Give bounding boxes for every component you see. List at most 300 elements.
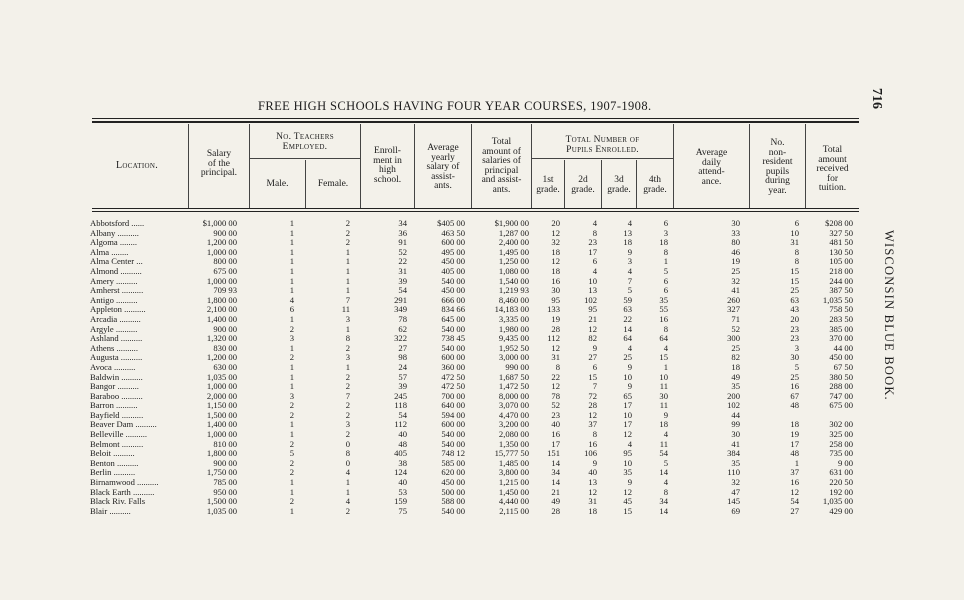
grade3-cell: 4 xyxy=(627,265,632,276)
avg-salary-cell: 360 00 xyxy=(441,361,465,372)
enrollment-cell: 39 xyxy=(398,381,407,392)
attendance-cell: 260 xyxy=(727,294,740,305)
total-salaries-cell: 9,435 00 xyxy=(498,333,529,344)
enrollment-cell: 52 xyxy=(398,246,407,257)
enrollment-cell: 75 xyxy=(398,505,407,516)
female-teachers-cell: 2 xyxy=(345,237,350,248)
attendance-cell: 327 xyxy=(727,304,740,315)
avg-salary-cell: 450 00 xyxy=(441,285,465,296)
avg-salary-cell: 600 00 xyxy=(441,419,465,430)
grade2-cell: 8 xyxy=(592,227,597,238)
nonresident-cell: 27 xyxy=(790,505,799,516)
attendance-cell: 82 xyxy=(731,352,740,363)
avg-salary-cell: 540 00 xyxy=(441,323,465,334)
tuition-cell: 105 00 xyxy=(829,256,853,267)
female-teachers-cell: 2 xyxy=(345,429,350,440)
grade3-cell: 5 xyxy=(627,285,632,296)
grade1-cell: 22 xyxy=(551,371,560,382)
grade2-cell: 23 xyxy=(588,237,597,248)
total-salaries-cell: 1,952 50 xyxy=(498,342,529,353)
total-salaries-cell: 4,440 00 xyxy=(498,496,529,507)
attendance-cell: 41 xyxy=(731,438,740,449)
male-teachers-cell: 6 xyxy=(289,304,294,315)
avg-salary-cell: 588 00 xyxy=(441,496,465,507)
nonresident-cell: 43 xyxy=(790,304,799,315)
total-salaries-cell: 3,070 00 xyxy=(498,400,529,411)
total-salaries-cell: $1,900 00 xyxy=(494,218,529,228)
total-salaries-cell: 1,215 00 xyxy=(498,477,529,488)
grade3-cell: 4 xyxy=(627,218,632,228)
avg-salary-cell: 405 00 xyxy=(441,265,465,276)
grade2-cell: 95 xyxy=(588,304,597,315)
male-teachers-cell: 2 xyxy=(289,323,294,334)
grade3-cell: 13 xyxy=(623,227,632,238)
attendance-cell: 35 xyxy=(731,457,740,468)
salary-cell: 2,000 00 xyxy=(206,390,237,401)
attendance-cell: 35 xyxy=(731,381,740,392)
tuition-cell: $208 00 xyxy=(825,218,853,228)
male-teachers-cell: 1 xyxy=(289,265,294,276)
avg-salary-cell: 540 00 xyxy=(441,505,465,516)
table-row xyxy=(0,420,964,430)
total-salaries-cell: 1,540 00 xyxy=(498,275,529,286)
attendance-cell: 49 xyxy=(731,371,740,382)
header-grade4: 4th grade. xyxy=(643,175,667,195)
nonresident-cell: 25 xyxy=(790,371,799,382)
male-teachers-cell: 3 xyxy=(289,390,294,401)
header-male: Male. xyxy=(266,179,289,189)
male-teachers-cell: 1 xyxy=(289,371,294,382)
table-row xyxy=(0,401,964,411)
salary-cell: 1,035 00 xyxy=(206,505,237,516)
salary-cell: 1,800 00 xyxy=(206,294,237,305)
total-salaries-cell: 3,000 00 xyxy=(498,352,529,363)
female-teachers-cell: 0 xyxy=(345,438,350,449)
grade3-cell: 59 xyxy=(623,294,632,305)
avg-salary-cell: 472 50 xyxy=(441,371,465,382)
male-teachers-cell: 1 xyxy=(289,419,294,430)
grade1-cell: 12 xyxy=(551,381,560,392)
grade1-cell: 16 xyxy=(551,429,560,440)
table-row xyxy=(0,219,964,229)
nonresident-cell: 18 xyxy=(790,419,799,430)
attendance-cell: 33 xyxy=(731,227,740,238)
header-salary: Salary of the principal. xyxy=(200,149,238,178)
table-row xyxy=(0,353,964,363)
enrollment-cell: 53 xyxy=(398,486,407,497)
enrollment-cell: 124 xyxy=(394,467,407,478)
grade1-cell: 12 xyxy=(551,342,560,353)
grade3-cell: 18 xyxy=(623,237,632,248)
avg-salary-cell: 500 00 xyxy=(441,486,465,497)
female-teachers-cell: 7 xyxy=(345,294,350,305)
grade4-cell: 30 xyxy=(659,390,668,401)
male-teachers-cell: 1 xyxy=(289,313,294,324)
location-cell: Bayfield .......... xyxy=(90,410,144,420)
location-cell: Algoma ........ xyxy=(90,238,138,248)
grade4-cell: 54 xyxy=(659,448,668,459)
grade1-cell: 28 xyxy=(551,323,560,334)
grade3-cell: 63 xyxy=(623,304,632,315)
nonresident-cell: 48 xyxy=(790,448,799,459)
location-cell: Beloit .......... xyxy=(90,449,135,459)
avg-salary-cell: 620 00 xyxy=(441,467,465,478)
female-teachers-cell: 11 xyxy=(341,304,350,315)
table-row xyxy=(0,229,964,239)
enrollment-cell: 40 xyxy=(398,477,407,488)
avg-salary-cell: 450 00 xyxy=(441,477,465,488)
enrollment-cell: 98 xyxy=(398,352,407,363)
location-cell: Amery .......... xyxy=(90,276,138,286)
male-teachers-cell: 1 xyxy=(289,505,294,516)
grade3-cell: 10 xyxy=(623,457,632,468)
header-location: Location. xyxy=(115,160,159,171)
salary-cell: 1,500 00 xyxy=(206,496,237,507)
grade4-cell: 34 xyxy=(659,496,668,507)
female-teachers-cell: 2 xyxy=(345,381,350,392)
grade3-cell: 17 xyxy=(623,400,632,411)
grade2-cell: 15 xyxy=(588,371,597,382)
attendance-cell: 99 xyxy=(731,419,740,430)
total-salaries-cell: 1,687 50 xyxy=(498,371,529,382)
grade4-cell: 4 xyxy=(663,477,668,488)
grade1-cell: 17 xyxy=(551,438,560,449)
male-teachers-cell: 2 xyxy=(289,352,294,363)
header-rule-thin xyxy=(92,211,859,212)
grade2-cell: 12 xyxy=(588,323,597,334)
grade2-cell: 6 xyxy=(592,256,597,267)
tuition-cell: 370 00 xyxy=(829,333,853,344)
header-attendance: Average daily attend- ance. xyxy=(695,148,728,187)
total-salaries-cell: 1,219 93 xyxy=(498,285,529,296)
location-cell: Argyle .......... xyxy=(90,324,138,334)
table-row xyxy=(0,248,964,258)
female-teachers-cell: 0 xyxy=(345,457,350,468)
female-teachers-cell: 2 xyxy=(345,371,350,382)
grade3-cell: 12 xyxy=(623,429,632,440)
location-cell: Blair .......... xyxy=(90,506,131,516)
attendance-cell: 25 xyxy=(731,265,740,276)
location-cell: Abbotsford ...... xyxy=(90,219,145,228)
salary-cell: $1,000 00 xyxy=(202,218,237,228)
grade4-cell: 4 xyxy=(663,342,668,353)
tuition-cell: 9 00 xyxy=(837,457,853,468)
grade3-cell: 10 xyxy=(623,409,632,420)
female-teachers-cell: 2 xyxy=(345,400,350,411)
table-row xyxy=(0,440,964,450)
grade1-cell: 151 xyxy=(547,448,560,459)
tuition-cell: 1,035 00 xyxy=(822,496,853,507)
salary-cell: 800 00 xyxy=(213,256,237,267)
avg-salary-cell: 748 12 xyxy=(441,448,465,459)
enrollment-cell: 349 xyxy=(394,304,407,315)
avg-salary-cell: 834 66 xyxy=(441,304,465,315)
grade4-cell: 8 xyxy=(663,246,668,257)
attendance-cell: 30 xyxy=(731,218,740,228)
male-teachers-cell: 1 xyxy=(289,237,294,248)
grade4-cell: 6 xyxy=(663,275,668,286)
female-teachers-cell: 2 xyxy=(345,505,350,516)
nonresident-cell: 37 xyxy=(790,467,799,478)
attendance-cell: 300 xyxy=(727,333,740,344)
grade2-cell: 106 xyxy=(584,448,597,459)
header-female: Female. xyxy=(317,179,349,189)
salary-cell: 1,800 00 xyxy=(206,448,237,459)
location-cell: Arcadia .......... xyxy=(90,314,141,324)
location-cell: Black Earth .......... xyxy=(90,487,155,497)
enrollment-cell: 291 xyxy=(394,294,407,305)
avg-salary-cell: 540 00 xyxy=(441,438,465,449)
avg-salary-cell: 540 00 xyxy=(441,342,465,353)
male-teachers-cell: 3 xyxy=(289,333,294,344)
grade3-cell: 14 xyxy=(623,323,632,334)
location-cell: Alma Center ... xyxy=(90,257,143,267)
total-salaries-cell: 3,800 00 xyxy=(498,467,529,478)
total-salaries-cell: 3,335 00 xyxy=(498,313,529,324)
total-salaries-cell: 8,000 00 xyxy=(498,390,529,401)
table-row xyxy=(0,459,964,469)
table-row xyxy=(0,277,964,287)
grade2-cell: 72 xyxy=(588,390,597,401)
grade4-cell: 55 xyxy=(659,304,668,315)
table-row xyxy=(0,238,964,248)
attendance-cell: 384 xyxy=(727,448,740,459)
grade1-cell: 8 xyxy=(555,361,560,372)
location-cell: Appleton .......... xyxy=(90,305,146,315)
tuition-cell: 387 50 xyxy=(829,285,853,296)
avg-salary-cell: 540 00 xyxy=(441,429,465,440)
grade1-cell: 14 xyxy=(551,457,560,468)
grade3-cell: 22 xyxy=(623,313,632,324)
grade4-cell: 3 xyxy=(663,227,668,238)
salary-cell: 2,100 00 xyxy=(206,304,237,315)
grade1-cell: 21 xyxy=(551,486,560,497)
location-cell: Almond .......... xyxy=(90,266,142,276)
nonresident-cell: 63 xyxy=(790,294,799,305)
salary-cell: 1,000 00 xyxy=(206,246,237,257)
enrollment-cell: 31 xyxy=(398,265,407,276)
location-cell: Augusta .......... xyxy=(90,353,143,363)
grade3-cell: 9 xyxy=(627,381,632,392)
enrollment-cell: 39 xyxy=(398,275,407,286)
female-teachers-cell: 7 xyxy=(345,390,350,401)
grade3-cell: 9 xyxy=(627,246,632,257)
grade4-cell: 5 xyxy=(663,265,668,276)
attendance-cell: 52 xyxy=(731,323,740,334)
grade1-cell: 95 xyxy=(551,294,560,305)
attendance-cell: 69 xyxy=(731,505,740,516)
nonresident-cell: 5 xyxy=(794,361,799,372)
grade2-cell: 16 xyxy=(588,438,597,449)
total-salaries-cell: 14,183 00 xyxy=(494,304,529,315)
female-teachers-cell: 4 xyxy=(345,467,350,478)
male-teachers-cell: 1 xyxy=(289,486,294,497)
male-teachers-cell: 2 xyxy=(289,496,294,507)
enrollment-cell: 38 xyxy=(398,457,407,468)
tuition-cell: 258 00 xyxy=(829,438,853,449)
grade1-cell: 32 xyxy=(551,237,560,248)
location-cell: Amherst .......... xyxy=(90,286,144,296)
header-grade1: 1st grade. xyxy=(536,175,560,195)
nonresident-cell: 10 xyxy=(790,227,799,238)
tuition-cell: 747 00 xyxy=(829,390,853,401)
grade3-cell: 95 xyxy=(623,448,632,459)
avg-salary-cell: 640 00 xyxy=(441,400,465,411)
grade1-cell: 34 xyxy=(551,467,560,478)
tuition-cell: 130 50 xyxy=(829,246,853,257)
nonresident-cell: 15 xyxy=(790,275,799,286)
enrollment-cell: 24 xyxy=(398,361,407,372)
grade3-cell: 7 xyxy=(627,275,632,286)
table-row xyxy=(0,344,964,354)
top-rule xyxy=(92,118,859,119)
tuition-cell: 380 50 xyxy=(829,371,853,382)
female-teachers-cell: 1 xyxy=(345,285,350,296)
salary-cell: 1,150 00 xyxy=(206,400,237,411)
grade4-cell: 16 xyxy=(659,313,668,324)
attendance-cell: 32 xyxy=(731,275,740,286)
grade1-cell: 40 xyxy=(551,419,560,430)
grade4-cell: 15 xyxy=(659,352,668,363)
total-salaries-cell: 3,200 00 xyxy=(498,419,529,430)
grade2-cell: 10 xyxy=(588,275,597,286)
nonresident-cell: 3 xyxy=(794,342,799,353)
table-row xyxy=(0,315,964,325)
attendance-cell: 44 xyxy=(731,409,740,420)
avg-salary-cell: 738 45 xyxy=(441,333,465,344)
avg-salary-cell: 540 00 xyxy=(441,275,465,286)
grade4-cell: 64 xyxy=(659,333,668,344)
grade4-cell: 18 xyxy=(659,237,668,248)
grade4-cell: 11 xyxy=(659,400,668,411)
nonresident-cell: 20 xyxy=(790,313,799,324)
grade2-cell: 82 xyxy=(588,333,597,344)
nonresident-cell: 16 xyxy=(790,381,799,392)
grade4-cell: 35 xyxy=(659,294,668,305)
grade2-cell: 8 xyxy=(592,429,597,440)
female-teachers-cell: 1 xyxy=(345,486,350,497)
female-teachers-cell: 1 xyxy=(345,275,350,286)
grade2-cell: 9 xyxy=(592,342,597,353)
avg-salary-cell: 585 00 xyxy=(441,457,465,468)
tuition-cell: 288 00 xyxy=(829,381,853,392)
nonresident-cell: 67 xyxy=(790,390,799,401)
grade2-cell: 37 xyxy=(588,419,597,430)
salary-cell: 1,200 00 xyxy=(206,352,237,363)
table-row xyxy=(0,507,964,517)
attendance-cell: 80 xyxy=(731,237,740,248)
tuition-cell: 481 50 xyxy=(829,237,853,248)
enrollment-cell: 22 xyxy=(398,256,407,267)
attendance-cell: 110 xyxy=(727,467,740,478)
total-salaries-cell: 1,485 00 xyxy=(498,457,529,468)
enrollment-cell: 118 xyxy=(394,400,407,411)
total-salaries-cell: 2,400 00 xyxy=(498,237,529,248)
grade1-cell: 12 xyxy=(551,227,560,238)
grade3-cell: 17 xyxy=(623,419,632,430)
table-row xyxy=(0,257,964,267)
female-teachers-cell: 8 xyxy=(345,448,350,459)
female-teachers-cell: 1 xyxy=(345,361,350,372)
grade1-cell: 12 xyxy=(551,256,560,267)
grade4-cell: 1 xyxy=(663,361,668,372)
nonresident-cell: 12 xyxy=(790,486,799,497)
attendance-cell: 47 xyxy=(731,486,740,497)
enrollment-cell: 36 xyxy=(398,227,407,238)
total-salaries-cell: 2,080 00 xyxy=(498,429,529,440)
tuition-cell: 735 00 xyxy=(829,448,853,459)
header-grade2: 2d grade. xyxy=(571,175,595,195)
grade3-cell: 3 xyxy=(627,256,632,267)
avg-salary-cell: 495 00 xyxy=(441,246,465,257)
enrollment-cell: 57 xyxy=(398,371,407,382)
salary-cell: 950 00 xyxy=(213,486,237,497)
tuition-cell: 220 50 xyxy=(829,477,853,488)
grade1-cell: 49 xyxy=(551,496,560,507)
tuition-cell: 67 50 xyxy=(833,361,853,372)
grade3-cell: 64 xyxy=(623,333,632,344)
salary-cell: 900 00 xyxy=(213,323,237,334)
female-teachers-cell: 2 xyxy=(345,227,350,238)
female-teachers-cell: 1 xyxy=(345,323,350,334)
grade1-cell: 19 xyxy=(551,313,560,324)
male-teachers-cell: 1 xyxy=(289,429,294,440)
grade3-cell: 15 xyxy=(623,505,632,516)
nonresident-cell: 30 xyxy=(790,352,799,363)
header-tuition: Total amount received for tuition. xyxy=(816,145,849,193)
salary-cell: 900 00 xyxy=(213,227,237,238)
grade1-cell: 31 xyxy=(551,352,560,363)
female-teachers-cell: 3 xyxy=(345,352,350,363)
header-rule xyxy=(92,208,859,209)
table-row xyxy=(0,373,964,383)
grade4-cell: 9 xyxy=(663,409,668,420)
table-row xyxy=(0,478,964,488)
avg-salary-cell: 645 00 xyxy=(441,313,465,324)
group-underline xyxy=(249,158,360,159)
enrollment-cell: 48 xyxy=(398,438,407,449)
table-body xyxy=(0,219,964,516)
salary-cell: 709 93 xyxy=(213,285,237,296)
total-salaries-cell: 990 00 xyxy=(505,361,529,372)
location-cell: Belmont .......... xyxy=(90,439,144,449)
total-salaries-cell: 4,470 00 xyxy=(498,409,529,420)
table-row xyxy=(0,411,964,421)
salary-cell: 1,000 00 xyxy=(206,275,237,286)
enrollment-cell: 78 xyxy=(398,313,407,324)
enrollment-cell: 40 xyxy=(398,429,407,440)
grade4-cell: 11 xyxy=(659,438,668,449)
total-salaries-cell: 1,472 50 xyxy=(498,381,529,392)
total-salaries-cell: 1,980 00 xyxy=(498,323,529,334)
tuition-cell: 429 00 xyxy=(829,505,853,516)
grade1-cell: 133 xyxy=(547,304,560,315)
grade1-cell: 16 xyxy=(551,275,560,286)
grade1-cell: 20 xyxy=(551,218,560,228)
table-row xyxy=(0,267,964,277)
female-teachers-cell: 2 xyxy=(345,409,350,420)
grade2-cell: 17 xyxy=(588,246,597,257)
grade2-cell: 40 xyxy=(588,467,597,478)
header-avg-salary: Average yearly salary of assist- ants. xyxy=(426,143,460,191)
nonresident-cell: 6 xyxy=(794,218,799,228)
grade2-cell: 12 xyxy=(588,486,597,497)
nonresident-cell: 17 xyxy=(790,438,799,449)
header-enrollment: Enroll- ment in high school. xyxy=(373,146,402,185)
grade1-cell: 14 xyxy=(551,477,560,488)
header-total-salaries: Total amount of salaries of principal and assist- ants. xyxy=(481,137,522,195)
table-row xyxy=(0,296,964,306)
